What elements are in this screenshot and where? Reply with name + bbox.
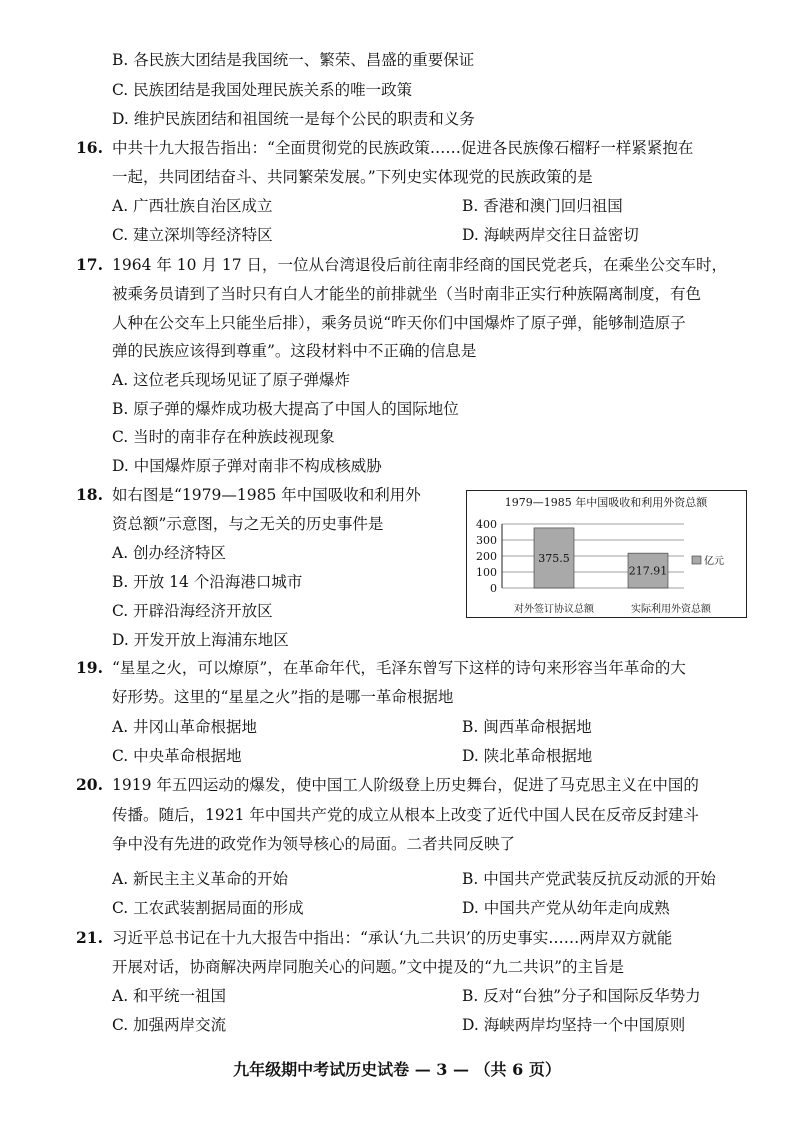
q18-option-a: A. 创办经济特区 [112, 544, 227, 562]
q21-option-c: C. 加强两岸交流 [112, 1016, 227, 1034]
q16-option-c: C. 建立深圳等经济特区 [112, 226, 273, 244]
q20-option-a: A. 新民主主义革命的开始 [112, 870, 289, 888]
q18-stem-line1: 如右图是“1979—1985 年中国吸收和利用外 [112, 486, 421, 504]
q19-stem-line2: 好形势。这里的“星星之火”指的是哪一革命根据地 [112, 688, 454, 706]
bar-value-label-2: 217.91 [628, 564, 668, 578]
q19-stem-line1: “星星之火，可以燎原”，在革命年代，毛泽东曾写下这样的诗句来形容当年革命的大 [112, 659, 686, 677]
q15-option-c: C. 民族团结是我国处理民族关系的唯一政策 [112, 81, 413, 99]
q20-option-d: D. 中国共产党从幼年走向成熟 [462, 899, 670, 917]
chart-yticks [476, 518, 497, 595]
q18-number: 18. [76, 485, 103, 504]
x-category-label-2: 实际利用外资总额 [631, 604, 711, 615]
q18-option-d: D. 开发开放上海浦东地区 [112, 631, 289, 649]
q17-stem-line2: 被乘务员请到了当时只有白人才能坐的前排就坐（当时南非正实行种族隔离制度，有色 [112, 285, 702, 303]
q21-option-b: B. 反对“台独”分子和国际反华势力 [462, 987, 701, 1005]
q18-stem-line2: 资总额”示意图，与之无关的历史事件是 [112, 515, 384, 533]
y-tick-label: 100 [476, 566, 497, 579]
q19-option-c: C. 中央革命根据地 [112, 747, 242, 765]
bar-value-label-1: 375.5 [538, 551, 570, 565]
x-category-label-1: 对外签订协议总额 [514, 604, 594, 615]
q20-option-b: B. 中国共产党武装反抗反动派的开始 [462, 870, 716, 888]
q15-option-b: B. 各民族大团结是我国统一、繁荣、昌盛的重要保证 [112, 51, 475, 69]
q17-stem-line1: 1964 年 10 月 17 日，一位从台湾退役后前往南非经商的国民党老兵，在乘坐公交车时， [112, 256, 728, 274]
q19-option-b: B. 闽西革命根据地 [462, 718, 592, 736]
q17-stem-line4: 弹的民族应该得到尊重”。这段材料中不正确的信息是 [112, 342, 477, 360]
chart-bars [534, 528, 668, 588]
legend-swatch [692, 556, 701, 564]
q17-option-a: A. 这位老兵现场见证了原子弹爆炸 [112, 371, 351, 389]
q20-option-c: C. 工农武装割据局面的形成 [112, 899, 304, 917]
q21-option-d: D. 海峡两岸均坚持一个中国原则 [462, 1016, 686, 1034]
q19-option-a: A. 井冈山革命根据地 [112, 718, 258, 736]
page-footer: 九年级期中考试历史试卷 — 3 — （共 6 页） [233, 1060, 561, 1079]
q20-stem-line3: 争中没有先进的政党作为领导核心的局面。二者共同反映了 [112, 835, 516, 853]
q17-option-d: D. 中国爆炸原子弹对南非不构成核威胁 [112, 457, 382, 475]
chart-frame [467, 491, 747, 618]
q16-stem-line2: 一起，共同团结奋斗、共同繁荣发展。”下列史实体现党的民族政策的是 [112, 168, 593, 186]
q19-number: 19. [76, 658, 103, 677]
y-tick-label: 400 [476, 518, 497, 531]
q16-stem-line1: 中共十九大报告指出：“全面贯彻党的民族政策……促进各民族像石榴籽一样紧紧抱在 [112, 139, 694, 157]
q19-option-d: D. 陕北革命根据地 [462, 747, 593, 765]
q15-option-d: D. 维护民族团结和祖国统一是每个公民的职责和义务 [112, 110, 475, 128]
q16-option-b: B. 香港和澳门回归祖国 [462, 197, 623, 215]
q16-number: 16. [76, 138, 103, 157]
q20-stem-line2: 传播。随后，1921 年中国共产党的成立从根本上改变了近代中国人民在反帝反封建斗 [112, 806, 699, 824]
y-tick-label: 0 [490, 582, 497, 595]
chart-title: 1979—1985 年中国吸收和利用外资总额 [504, 496, 708, 509]
q20-number: 20. [76, 775, 103, 794]
q20-stem-line1: 1919 年五四运动的爆发，使中国工人阶级登上历史舞台，促进了马克思主义在中国的 [112, 776, 699, 794]
q21-stem-line1: 习近平总书记在十九大报告中指出：“承认‘九二共识’的历史事实……两岸双方就能 [112, 929, 673, 947]
q21-option-a: A. 和平统一祖国 [112, 987, 227, 1005]
q17-option-c: C. 当时的南非存在种族歧视现象 [112, 428, 335, 446]
legend-label: 亿元 [704, 556, 724, 567]
y-tick-label: 300 [476, 534, 497, 547]
q17-number: 17. [76, 255, 103, 274]
q18-option-b: B. 开放 14 个沿海港口城市 [112, 573, 303, 591]
y-tick-label: 200 [476, 550, 497, 563]
q18-option-c: C. 开辟沿海经济开放区 [112, 602, 273, 620]
q17-option-b: B. 原子弹的爆炸成功极大提高了中国人的国际地位 [112, 400, 459, 418]
q17-stem-line3: 人种在公交车上只能坐后排），乘务员说“昨天你们中国爆炸了原子弹，能够制造原子 [112, 314, 686, 332]
q16-option-d: D. 海峡两岸交往日益密切 [462, 226, 639, 244]
q21-stem-line2: 开展对话，协商解决两岸同胞关心的问题。”文中提及的“九二共识”的主旨是 [112, 958, 625, 976]
q16-option-a: A. 广西壮族自治区成立 [112, 197, 273, 215]
investment-bar-chart [466, 490, 747, 618]
q21-number: 21. [76, 928, 103, 947]
